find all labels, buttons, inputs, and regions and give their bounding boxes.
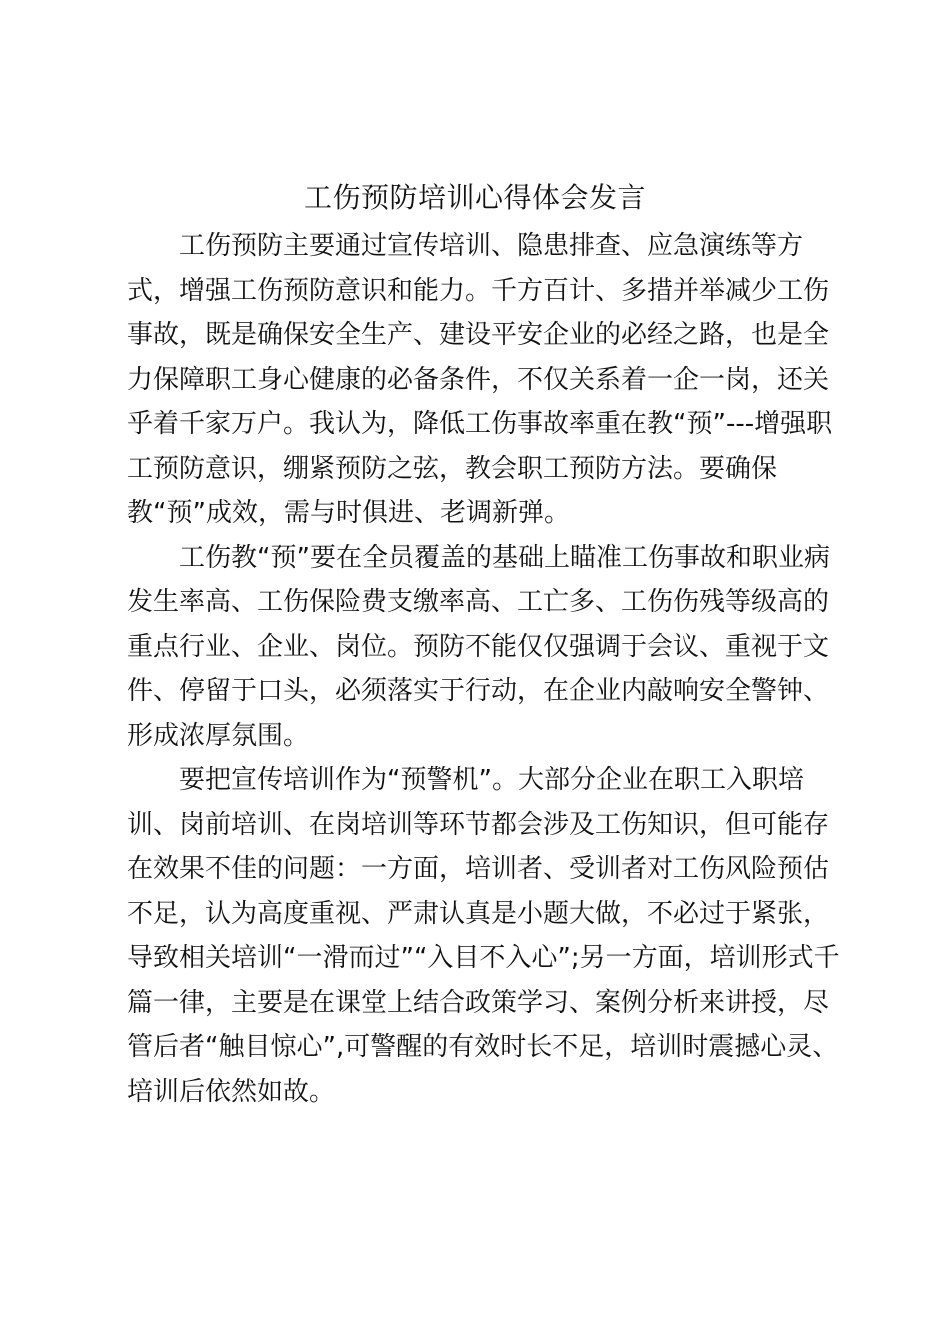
paragraph-line: 篇一律，主要是在课堂上结合政策学习、案例分析来讲授，尽 [127, 987, 830, 1018]
paragraph-line: 管后者“触目惊心”,可警醒的有效时长不足，培训时震撼心灵、 [127, 1032, 839, 1062]
paragraph-line: 重点行业、企业、岗位。预防不能仅仅强调于会议、重视于文 [127, 631, 830, 662]
paragraph-3 [127, 758, 840, 1114]
paragraph-line: 力保障职工身心健康的必备条件，不仅关系着一企一岗，还关 [127, 364, 830, 395]
paragraph-line: 教“预”成效，需与时俱进、老调新弹。 [127, 498, 570, 528]
paragraph-line: 发生率高、工伤保险费支缴率高、工亡多、工伤伤残等级高的 [127, 587, 830, 617]
paragraph-line: 要把宣传培训作为“预警机”。大部分企业在职工入职培 [179, 765, 804, 795]
paragraph-line: 工伤教“预”要在全员覆盖的基础上瞄准工伤事故和职业病 [179, 542, 830, 573]
paragraph-1 [127, 224, 833, 536]
paragraph-line: 工预防意识，绷紧预防之弦，教会职工预防方法。要确保 [127, 453, 778, 484]
document-body [127, 224, 840, 1114]
paragraph-line: 事故，既是确保安全生产、建设平安企业的必经之路，也是全 [127, 320, 830, 350]
paragraph-line: 乎着千家万户。我认为，降低工伤事故率重在教“预”---增强职 [127, 409, 833, 439]
paragraph-line: 在效果不佳的问题：一方面，培训者、受训者对工伤风险预估 [127, 854, 830, 884]
paragraph-2 [127, 536, 830, 759]
paragraph-line: 培训后依然如故。 [127, 1076, 336, 1107]
paragraph-line: 式，增强工伤预防意识和能力。千方百计、多措并举减少工伤 [127, 275, 830, 306]
paragraph-line: 件、停留于口头，必须落实于行动，在企业内敲响安全警钟、 [127, 676, 830, 706]
paragraph-line: 不足，认为高度重视、严肃认真是小题大做，不必过于紧张， [127, 898, 830, 929]
paragraph-line: 工伤预防主要通过宣传培训、隐患排查、应急演练等方 [179, 231, 804, 261]
paragraph-line: 训、岗前培训、在岗培训等环节都会涉及工伤知识，但可能存 [127, 809, 830, 840]
document-title: 工伤预防培训心得体会发言 [303, 181, 646, 214]
paragraph-line: 导致相关培训“一滑而过”“入目不入心”;另一方面，培训形式千 [127, 943, 840, 973]
paragraph-line: 形成浓厚氛围。 [127, 720, 310, 751]
